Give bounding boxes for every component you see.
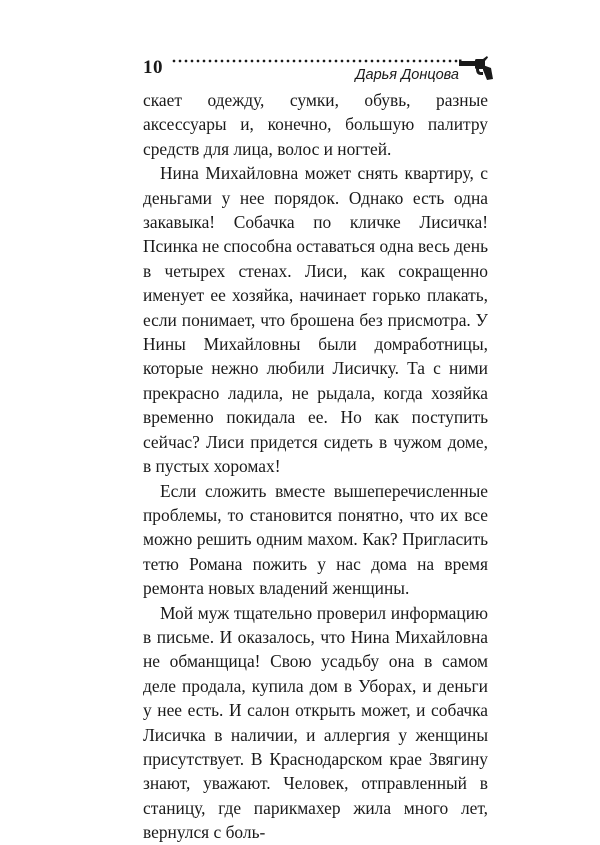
dotted-rule xyxy=(171,59,459,63)
running-header xyxy=(143,55,493,85)
paragraph-4: Мой муж тщательно проверил информацию в письме. И оказалось, что Нина Михайловна не обманщица! Свою усадьбу она в самом деле продала, купила дом в Уборах, и деньги у нее есть. И салон открыть может, и собачка Лисичка в наличии, и аллергия у женщины присутствует. В Краснодарском крае Звягину знают, уважают. Человек, отправленный в станицу, где парикмахер жила много лет, вернулся с боль- xyxy=(143,602,488,843)
paragraph-2: Нина Михайловна может снять квартиру, с деньгами у нее порядок. Однако есть одна закавыка! Собачка по кличке Лисичка! Псинка не способна оставаться одна весь день в четырех стенах. Лиси, как сокращенно именует ее хозяйка, начинает горько плакать, если понимает, что брошена без присмотра. У Нины Михайловны были домработницы, которые нежно любили Лисичку. Та с ними прекрасно ладила, не рыдала, когда хозяйка временно покидала ее. Но как поступить сейчас? Лиси придется сидеть в чужом доме, в пустых хоромах! xyxy=(143,163,489,477)
paragraph-3: Если сложить вместе вышеперечисленные проблемы, то становится понятно, что их все можно решить одним махом. Как? Пригласить тетю Романа пожить у нас дома на время ремонта новых владений женщины. xyxy=(143,480,488,599)
page-number: 10 xyxy=(143,57,163,78)
revolver-icon xyxy=(459,55,493,81)
paragraph-1: скает одежду, сумки, обувь, разные аксессуары и, конечно, большую палитру средств для лица, волос и ногтей. xyxy=(143,90,488,159)
author-name: Дарья Донцова xyxy=(355,67,459,83)
body-text xyxy=(143,88,488,845)
